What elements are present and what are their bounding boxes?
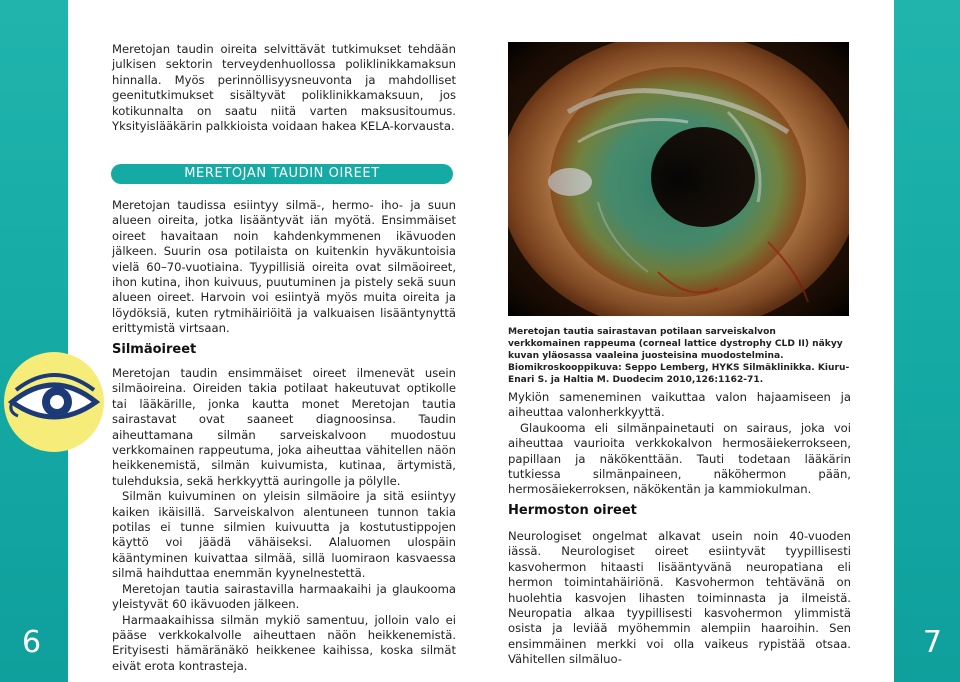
page-number-left: 6 (22, 625, 42, 660)
eye-paragraph: Meretojan taudin ensimmäiset oireet ilmenevät usein silmäoireina. Oireiden takia potilaat hakeutuvat optikolle tai lääkärille, jonka kautta monet Meretojan tautia sairastavat ovat saaneet diagnoosinsa. Taudin aiheuttamana silmän sarveiskalvoon muodostuu verkkomainen rappeutuma, joka aiheuttaa vähitellen näön heikkenemistä, silmän kuivumista, kutinaa, ärtymistä, tulehduksia, sekä herkkyyttä auringolle ja pölylle. (112, 366, 456, 488)
eye-paragraph: Silmän kuivuminen on yleisin silmäoire ja sitä esiintyy kaiken ikäisillä. Sarveiskalvon alentuneen tunnon takia potilas ei tunne silmien kuivuutta ja kostutustippojen käyttö voi jäädä vähäiseksi. Alaluomen ulospäin kääntyminen kuivattaa silmää, sillä luomiraon kasvaessa silmä haihduttaa enemmän kyynelnestettä. (112, 489, 456, 581)
page-number-right: 7 (922, 625, 942, 660)
eye-photo-illustration (508, 42, 849, 316)
right-paragraph: Glaukooma eli silmänpainetauti on sairaus, joka voi aiheuttaa vaurioita verkkokalvon hermosäiekerrokseen, papillaan ja näkökenttään. Tauti todetaan lääkärin tutkiessa silmänpaineen, näköhermon pään, hermosäiekerroksen, näkökentän ja kammiokulman. (508, 420, 851, 497)
photo-caption: Meretojan tautia sairastavan potilaan sarveiskalvon verkkomainen rappeuma (corneal lattice dystrophy CLD II) näkyy kuvan yläosassa vaaleina juosteisina muodostelmina. Biomikroskooppikuva: Seppo Lemberg, HYKS Silmäklinikka. Kiuru-Enari S. ja Haltia M. Duodecim 2010,126:1162-71. (508, 327, 850, 385)
left-page-margin-strip (0, 0, 68, 682)
right-paragraph: Mykiön sameneminen vaikuttaa valon hajaamiseen ja aiheuttaa valonherkkyyttä. (508, 390, 851, 420)
eye-symbol-icon (2, 350, 106, 454)
intro-paragraph: Meretojan taudin oireita selvittävät tutkimukset tehdään julkisen sektorin terveydenhuollossa poliklinikkamaksun hinnalla. Myös perinnöllisyysneuvonta ja mahdolliset geenitutkimukset sisältyvät poliklinikkamaksuun, jos kotikunnalta on saatu niitä varten maksusitoumus. Yksityislääkärin palkkioista voidaan hakea KELA-korvausta. (112, 42, 456, 134)
eye-paragraph: Meretojan tautia sairastavilla harmaakaihi ja glaukooma yleistyvät 60 ikävuoden jälkeen. (112, 581, 456, 612)
eye-photo (508, 42, 849, 316)
eye-symptoms-heading: Silmäoireet (112, 342, 197, 357)
symptoms-paragraph: Meretojan taudissa esiintyy silmä-, hermo- iho- ja suun alueen oireita, jotka lisääntyvät iän myötä. Ensimmäiset oireet havaitaan noin kahdenkymmenen ikävuoden jälkeen. Suurin osa potilaista on kuitenkin hyväkuntoisia vielä 60–70-vuotiaina. Tyypillisiä oireita ovat silmäoireet, ihon kutina, ihon kuivuus, puutuminen ja pistely sekä suun alueen oireet. Harvoin voi esiintyä myös muita oireita ja löydöksiä, kuten rytmihäiriöitä ja valkuaisen lisääntynyttä erittymistä virtsaan. (112, 198, 456, 336)
right-page-margin-strip (894, 0, 960, 682)
eye-paragraph: Harmaakaihissa silmän mykiö samentuu, jolloin valo ei pääse verkkokalvolle aiheuttaen näön heikkenemistä. Erityisesti hämäränäkö heikkenee kaihissa, koska silmät eivät erota kontrasteja. (112, 612, 456, 673)
section-banner: MERETOJAN TAUDIN OIREET (111, 164, 453, 184)
nervous-system-heading: Hermoston oireet (508, 503, 637, 518)
eye-symptoms-text (112, 366, 456, 674)
right-column-text (508, 390, 851, 498)
nervous-system-text: Neurologiset ongelmat alkavat usein noin 40-vuoden iässä. Neurologiset oireet esiintyvät tyypillisesti kasvohermon hitaasti lisääntyvänä neuropatiana eli hermon toimintahäiriönä. Kasvohermon tehtävänä on huolehtia kasvojen lihasten toiminnasta ja ilmeistä. Neuropatia alkaa tyypillisesti kasvohermon ylimmistä osista ja leviää myöhemmin alempiin haaroihin. Sen ensimmäinen merkki voi olla vaikeus rypistää otsaa. Vähitellen silmäluo- (508, 529, 851, 667)
